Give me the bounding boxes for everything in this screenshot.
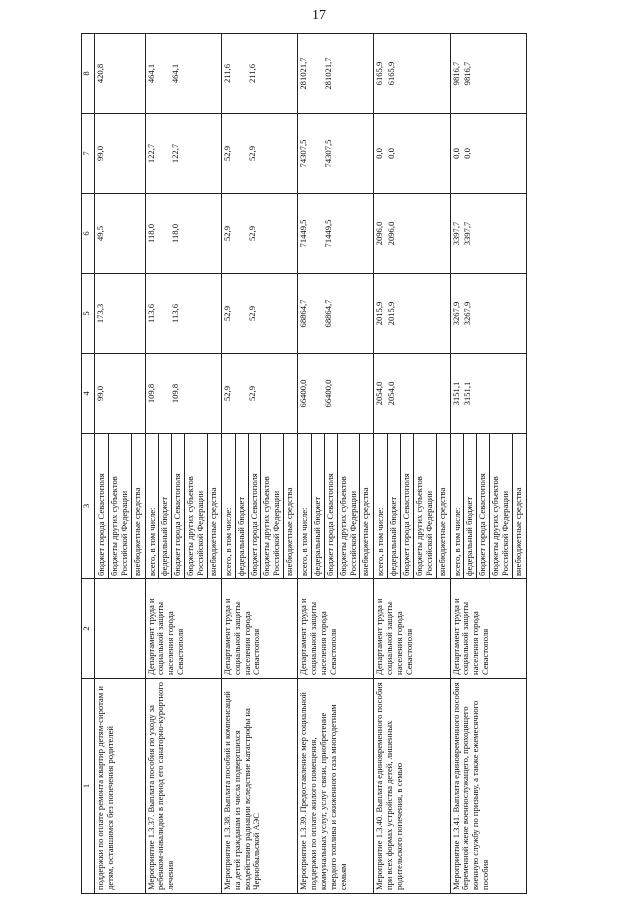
funding-source-line: бюджеты других субъектов Российской Федерации bbox=[337, 434, 360, 578]
value-cell bbox=[298, 194, 374, 274]
value-line: 71449,5 bbox=[322, 219, 333, 248]
executor-cell: Департамент труда и социальной защиты населения города Севастополя bbox=[298, 579, 374, 679]
value-line: 52,9 bbox=[246, 145, 257, 162]
value-line bbox=[184, 196, 207, 271]
value-line bbox=[489, 116, 512, 191]
value-line bbox=[131, 196, 144, 271]
value-line bbox=[512, 196, 525, 271]
value-line bbox=[400, 196, 413, 271]
executor-cell bbox=[95, 579, 146, 679]
value-line: 52,9 bbox=[246, 305, 257, 322]
table-row bbox=[95, 34, 146, 894]
value-line bbox=[283, 276, 296, 351]
funding-source-line: федеральный бюджет bbox=[158, 434, 171, 578]
value-line bbox=[413, 276, 436, 351]
value-line bbox=[260, 276, 283, 351]
source-cell bbox=[145, 434, 221, 579]
funding-source-line: всего, в том числе: bbox=[146, 507, 157, 576]
funding-table bbox=[81, 33, 527, 894]
value-line bbox=[476, 116, 489, 191]
value-line bbox=[131, 276, 144, 351]
value-line: 0,0 bbox=[450, 148, 461, 159]
value-line: 2054,0 bbox=[386, 381, 397, 406]
value-cell bbox=[145, 354, 221, 434]
table-row bbox=[145, 34, 221, 894]
col-header: 5 bbox=[82, 274, 95, 354]
event-name-cell: Мероприятие 1.3.41. Выплата единовременного пособия беременной жене военнослужащего, проходящего военную службу по призыву, а также ежемесячного пособия bbox=[450, 679, 526, 894]
col-header: 7 bbox=[82, 114, 95, 194]
table-row bbox=[374, 34, 450, 894]
value-line: 52,9 bbox=[221, 145, 232, 162]
value-line: 2015,9 bbox=[386, 301, 397, 326]
value-line: 3267,9 bbox=[462, 301, 473, 326]
value-line bbox=[108, 276, 131, 351]
value-line: 74307,5 bbox=[322, 139, 333, 168]
source-cell bbox=[298, 434, 374, 579]
value-line: 0,0 bbox=[374, 148, 385, 159]
value-line: 9816,7 bbox=[450, 61, 461, 86]
table-row bbox=[221, 34, 297, 894]
value-line bbox=[359, 36, 372, 111]
funding-source-line: федеральный бюджет bbox=[235, 434, 248, 578]
value-line bbox=[489, 356, 512, 431]
funding-source-line: всего, в том числе: bbox=[375, 507, 386, 576]
source-cell bbox=[221, 434, 297, 579]
value-line: 71449,5 bbox=[298, 219, 308, 248]
value-line bbox=[207, 356, 220, 431]
value-cell bbox=[450, 194, 526, 274]
value-line bbox=[413, 116, 436, 191]
value-line: 211,6 bbox=[221, 63, 232, 84]
funding-source-line: бюджет города Севастополя bbox=[248, 434, 261, 578]
value-line bbox=[489, 36, 512, 111]
value-line bbox=[184, 116, 207, 191]
source-cell bbox=[374, 434, 450, 579]
funding-source-line: бюджеты других субъектов Российской Федерации bbox=[260, 434, 283, 578]
value-line bbox=[400, 116, 413, 191]
value-cell bbox=[145, 34, 221, 114]
value-line bbox=[476, 356, 489, 431]
value-cell bbox=[374, 274, 450, 354]
header-row bbox=[82, 34, 95, 894]
value-line: 99,0 bbox=[95, 145, 105, 162]
value-line bbox=[207, 196, 220, 271]
value-cell bbox=[145, 274, 221, 354]
value-line: 99,0 bbox=[95, 385, 105, 402]
funding-source-line: внебюджетные средства bbox=[359, 434, 372, 578]
value-line bbox=[283, 116, 296, 191]
value-line: 2096,0 bbox=[374, 221, 385, 246]
value-line bbox=[131, 356, 144, 431]
value-line: 113,6 bbox=[170, 303, 181, 324]
source-cell bbox=[95, 434, 146, 579]
col-header: 1 bbox=[82, 679, 95, 894]
executor-cell: Департамент труда и социальной защиты населения города Севастополя bbox=[450, 579, 526, 679]
value-line bbox=[512, 116, 525, 191]
value-line: 0,0 bbox=[386, 148, 397, 159]
value-cell bbox=[298, 274, 374, 354]
value-line bbox=[476, 276, 489, 351]
value-line bbox=[436, 116, 449, 191]
value-line bbox=[131, 36, 144, 111]
value-line bbox=[235, 116, 248, 191]
table-body bbox=[95, 34, 527, 894]
value-line bbox=[512, 276, 525, 351]
value-line: 113,6 bbox=[145, 303, 156, 324]
value-cell bbox=[450, 34, 526, 114]
col-header: 4 bbox=[82, 354, 95, 434]
value-line: 68864,7 bbox=[322, 299, 333, 328]
funding-source-line: федеральный бюджет bbox=[311, 434, 324, 578]
value-line bbox=[108, 356, 131, 431]
value-line: 118,0 bbox=[145, 223, 156, 244]
event-name-cell: поддержки по оплате ремонта квартир детям-сиротам и детям, оставшимся без попечения родителей bbox=[95, 679, 146, 894]
value-line bbox=[184, 36, 207, 111]
value-line bbox=[512, 356, 525, 431]
value-line: 2015,9 bbox=[374, 301, 385, 326]
value-cell bbox=[95, 34, 146, 114]
value-cell bbox=[95, 194, 146, 274]
value-line bbox=[413, 36, 436, 111]
value-line bbox=[283, 36, 296, 111]
value-line: 122,7 bbox=[170, 143, 181, 164]
value-cell bbox=[374, 354, 450, 434]
value-line: 6165,9 bbox=[386, 61, 397, 86]
value-line bbox=[489, 196, 512, 271]
event-name-cell: Мероприятие 1.3.37. Выплата пособия по уходу за ребенком-инвалидом в период его санаторно-курортного лечения bbox=[145, 679, 221, 894]
funding-source-line: всего, в том числе: bbox=[222, 507, 233, 576]
value-line bbox=[207, 116, 220, 191]
value-line bbox=[207, 276, 220, 351]
value-line bbox=[283, 196, 296, 271]
col-header: 6 bbox=[82, 194, 95, 274]
value-cell bbox=[221, 194, 297, 274]
value-line bbox=[512, 36, 525, 111]
value-line bbox=[283, 356, 296, 431]
value-line bbox=[311, 196, 324, 271]
value-line bbox=[359, 356, 372, 431]
value-line: 52,9 bbox=[246, 225, 257, 242]
value-line: 3151,1 bbox=[462, 381, 473, 406]
value-line bbox=[207, 36, 220, 111]
funding-source-line: бюджеты других субъектов Российской Федерации bbox=[413, 434, 436, 578]
value-line bbox=[337, 196, 360, 271]
value-line bbox=[337, 356, 360, 431]
value-line bbox=[235, 276, 248, 351]
value-line bbox=[400, 276, 413, 351]
value-line bbox=[108, 116, 131, 191]
value-line bbox=[108, 196, 131, 271]
value-cell bbox=[298, 34, 374, 114]
value-line bbox=[337, 116, 360, 191]
value-line: 464,1 bbox=[170, 63, 181, 84]
value-line: 6165,9 bbox=[374, 61, 385, 86]
value-line bbox=[400, 356, 413, 431]
col-header: 3 bbox=[82, 434, 95, 579]
value-line bbox=[260, 116, 283, 191]
value-line: 2054,0 bbox=[374, 381, 385, 406]
event-name-cell: Мероприятие 1.3.40. Выплата единовременного пособия при всех формах устройства детей, лишенных родительского попечения, в семью bbox=[374, 679, 450, 894]
value-line bbox=[436, 196, 449, 271]
value-line: 52,9 bbox=[246, 385, 257, 402]
value-cell bbox=[221, 274, 297, 354]
value-cell bbox=[374, 114, 450, 194]
funding-source-line: бюджеты других субъектов Российской Федерации bbox=[184, 434, 207, 578]
event-name-cell: Мероприятие 1.3.38. Выплата пособий и компенсаций на детей гражданам из числа подвергшихся воздействию радиации вследствие катастрофы на Чернобыльской АЭС bbox=[221, 679, 297, 894]
value-line bbox=[108, 36, 131, 111]
funding-source-line: бюджет города Севастополя bbox=[476, 434, 489, 578]
value-line bbox=[413, 196, 436, 271]
value-line: 66400,0 bbox=[298, 379, 308, 408]
funding-source-line: федеральный бюджет bbox=[463, 434, 476, 578]
value-line bbox=[413, 356, 436, 431]
value-line bbox=[260, 196, 283, 271]
value-line bbox=[131, 116, 144, 191]
value-line: 0,0 bbox=[462, 148, 473, 159]
value-cell bbox=[95, 274, 146, 354]
value-cell bbox=[374, 194, 450, 274]
value-cell bbox=[221, 354, 297, 434]
col-header: 2 bbox=[82, 579, 95, 679]
value-line bbox=[359, 116, 372, 191]
value-cell bbox=[221, 34, 297, 114]
executor-cell: Департамент труда и социальной защиты населения города Севастополя bbox=[374, 579, 450, 679]
value-line: 173,3 bbox=[95, 303, 105, 324]
value-line bbox=[184, 356, 207, 431]
page-number: 17 bbox=[312, 8, 326, 23]
value-cell bbox=[95, 114, 146, 194]
value-line: 52,9 bbox=[221, 225, 232, 242]
value-line: 3267,9 bbox=[450, 301, 461, 326]
funding-source-line: всего, в том числе: bbox=[299, 507, 309, 576]
value-line: 109,8 bbox=[145, 383, 156, 404]
value-line bbox=[436, 276, 449, 351]
funding-source-line: внебюджетные средства bbox=[283, 434, 296, 578]
funding-source-line: бюджет города Севастополя bbox=[171, 434, 184, 578]
funding-source-line: бюджеты других субъектов Российской Федерации bbox=[108, 434, 131, 578]
value-cell bbox=[145, 194, 221, 274]
col-header: 8 bbox=[82, 34, 95, 114]
value-line: 109,8 bbox=[170, 383, 181, 404]
executor-cell: Департамент труда и социальной защиты населения города Севастополя bbox=[145, 579, 221, 679]
value-line bbox=[235, 356, 248, 431]
value-line bbox=[260, 356, 283, 431]
value-line: 49,5 bbox=[95, 225, 105, 242]
value-line: 3151,1 bbox=[450, 381, 461, 406]
funding-source-line: внебюджетные средства bbox=[512, 434, 525, 578]
value-line bbox=[337, 36, 360, 111]
funding-source-line: бюджет города Севастополя bbox=[324, 434, 337, 578]
funding-source-line: внебюджетные средства bbox=[131, 434, 144, 578]
executor-cell: Департамент труда и социальной защиты населения города Севастополя bbox=[221, 579, 297, 679]
value-cell bbox=[450, 114, 526, 194]
funding-source-line: бюджет города Севастополя bbox=[96, 473, 106, 576]
value-line bbox=[235, 196, 248, 271]
value-line bbox=[311, 356, 324, 431]
value-line bbox=[359, 276, 372, 351]
value-line: 68864,7 bbox=[298, 299, 308, 328]
value-cell bbox=[95, 354, 146, 434]
value-line: 66400,0 bbox=[322, 379, 333, 408]
funding-source-line: внебюджетные средства bbox=[207, 434, 220, 578]
value-line bbox=[436, 36, 449, 111]
value-line bbox=[311, 116, 324, 191]
value-line: 2096,0 bbox=[386, 221, 397, 246]
value-line: 211,6 bbox=[246, 63, 257, 84]
funding-source-line: внебюджетные средства bbox=[436, 434, 449, 578]
value-line bbox=[359, 196, 372, 271]
value-line: 281021,7 bbox=[298, 57, 308, 90]
value-line bbox=[337, 276, 360, 351]
funding-source-line: бюджет города Севастополя bbox=[400, 434, 413, 578]
rotated-table-wrapper bbox=[81, 34, 536, 894]
value-line: 52,9 bbox=[221, 305, 232, 322]
value-cell bbox=[374, 34, 450, 114]
value-line bbox=[489, 276, 512, 351]
value-line bbox=[436, 356, 449, 431]
value-line: 52,9 bbox=[221, 385, 232, 402]
table-row bbox=[450, 34, 526, 894]
value-cell bbox=[450, 274, 526, 354]
value-line: 281021,7 bbox=[322, 57, 333, 90]
value-line bbox=[184, 276, 207, 351]
value-line: 3397,7 bbox=[462, 221, 473, 246]
event-name-cell: Мероприятие 1.3.39. Предоставление мер социальной поддержки по оплате жилого помещения, коммунальных услуг, услуг связи, приобретение твердого топлива и сжиженного газа многодетным семьям bbox=[298, 679, 374, 894]
value-line: 420,8 bbox=[95, 63, 105, 84]
funding-source-line: всего, в том числе: bbox=[451, 507, 462, 576]
value-line bbox=[235, 36, 248, 111]
source-cell bbox=[450, 434, 526, 579]
value-line: 9816,7 bbox=[462, 61, 473, 86]
value-cell bbox=[298, 354, 374, 434]
value-cell bbox=[298, 114, 374, 194]
value-line: 74307,5 bbox=[298, 139, 308, 168]
value-line bbox=[311, 276, 324, 351]
value-line bbox=[311, 36, 324, 111]
value-line: 3397,7 bbox=[450, 221, 461, 246]
funding-source-line: федеральный бюджет bbox=[387, 434, 400, 578]
table-row bbox=[298, 34, 374, 894]
value-cell bbox=[221, 114, 297, 194]
value-cell bbox=[450, 354, 526, 434]
value-cell bbox=[145, 114, 221, 194]
value-line bbox=[400, 36, 413, 111]
value-line bbox=[260, 36, 283, 111]
value-line: 464,1 bbox=[145, 63, 156, 84]
value-line: 122,7 bbox=[145, 143, 156, 164]
value-line bbox=[476, 36, 489, 111]
value-line bbox=[476, 196, 489, 271]
funding-source-line: бюджеты других субъектов Российской Федерации bbox=[489, 434, 512, 578]
value-line: 118,0 bbox=[170, 223, 181, 244]
